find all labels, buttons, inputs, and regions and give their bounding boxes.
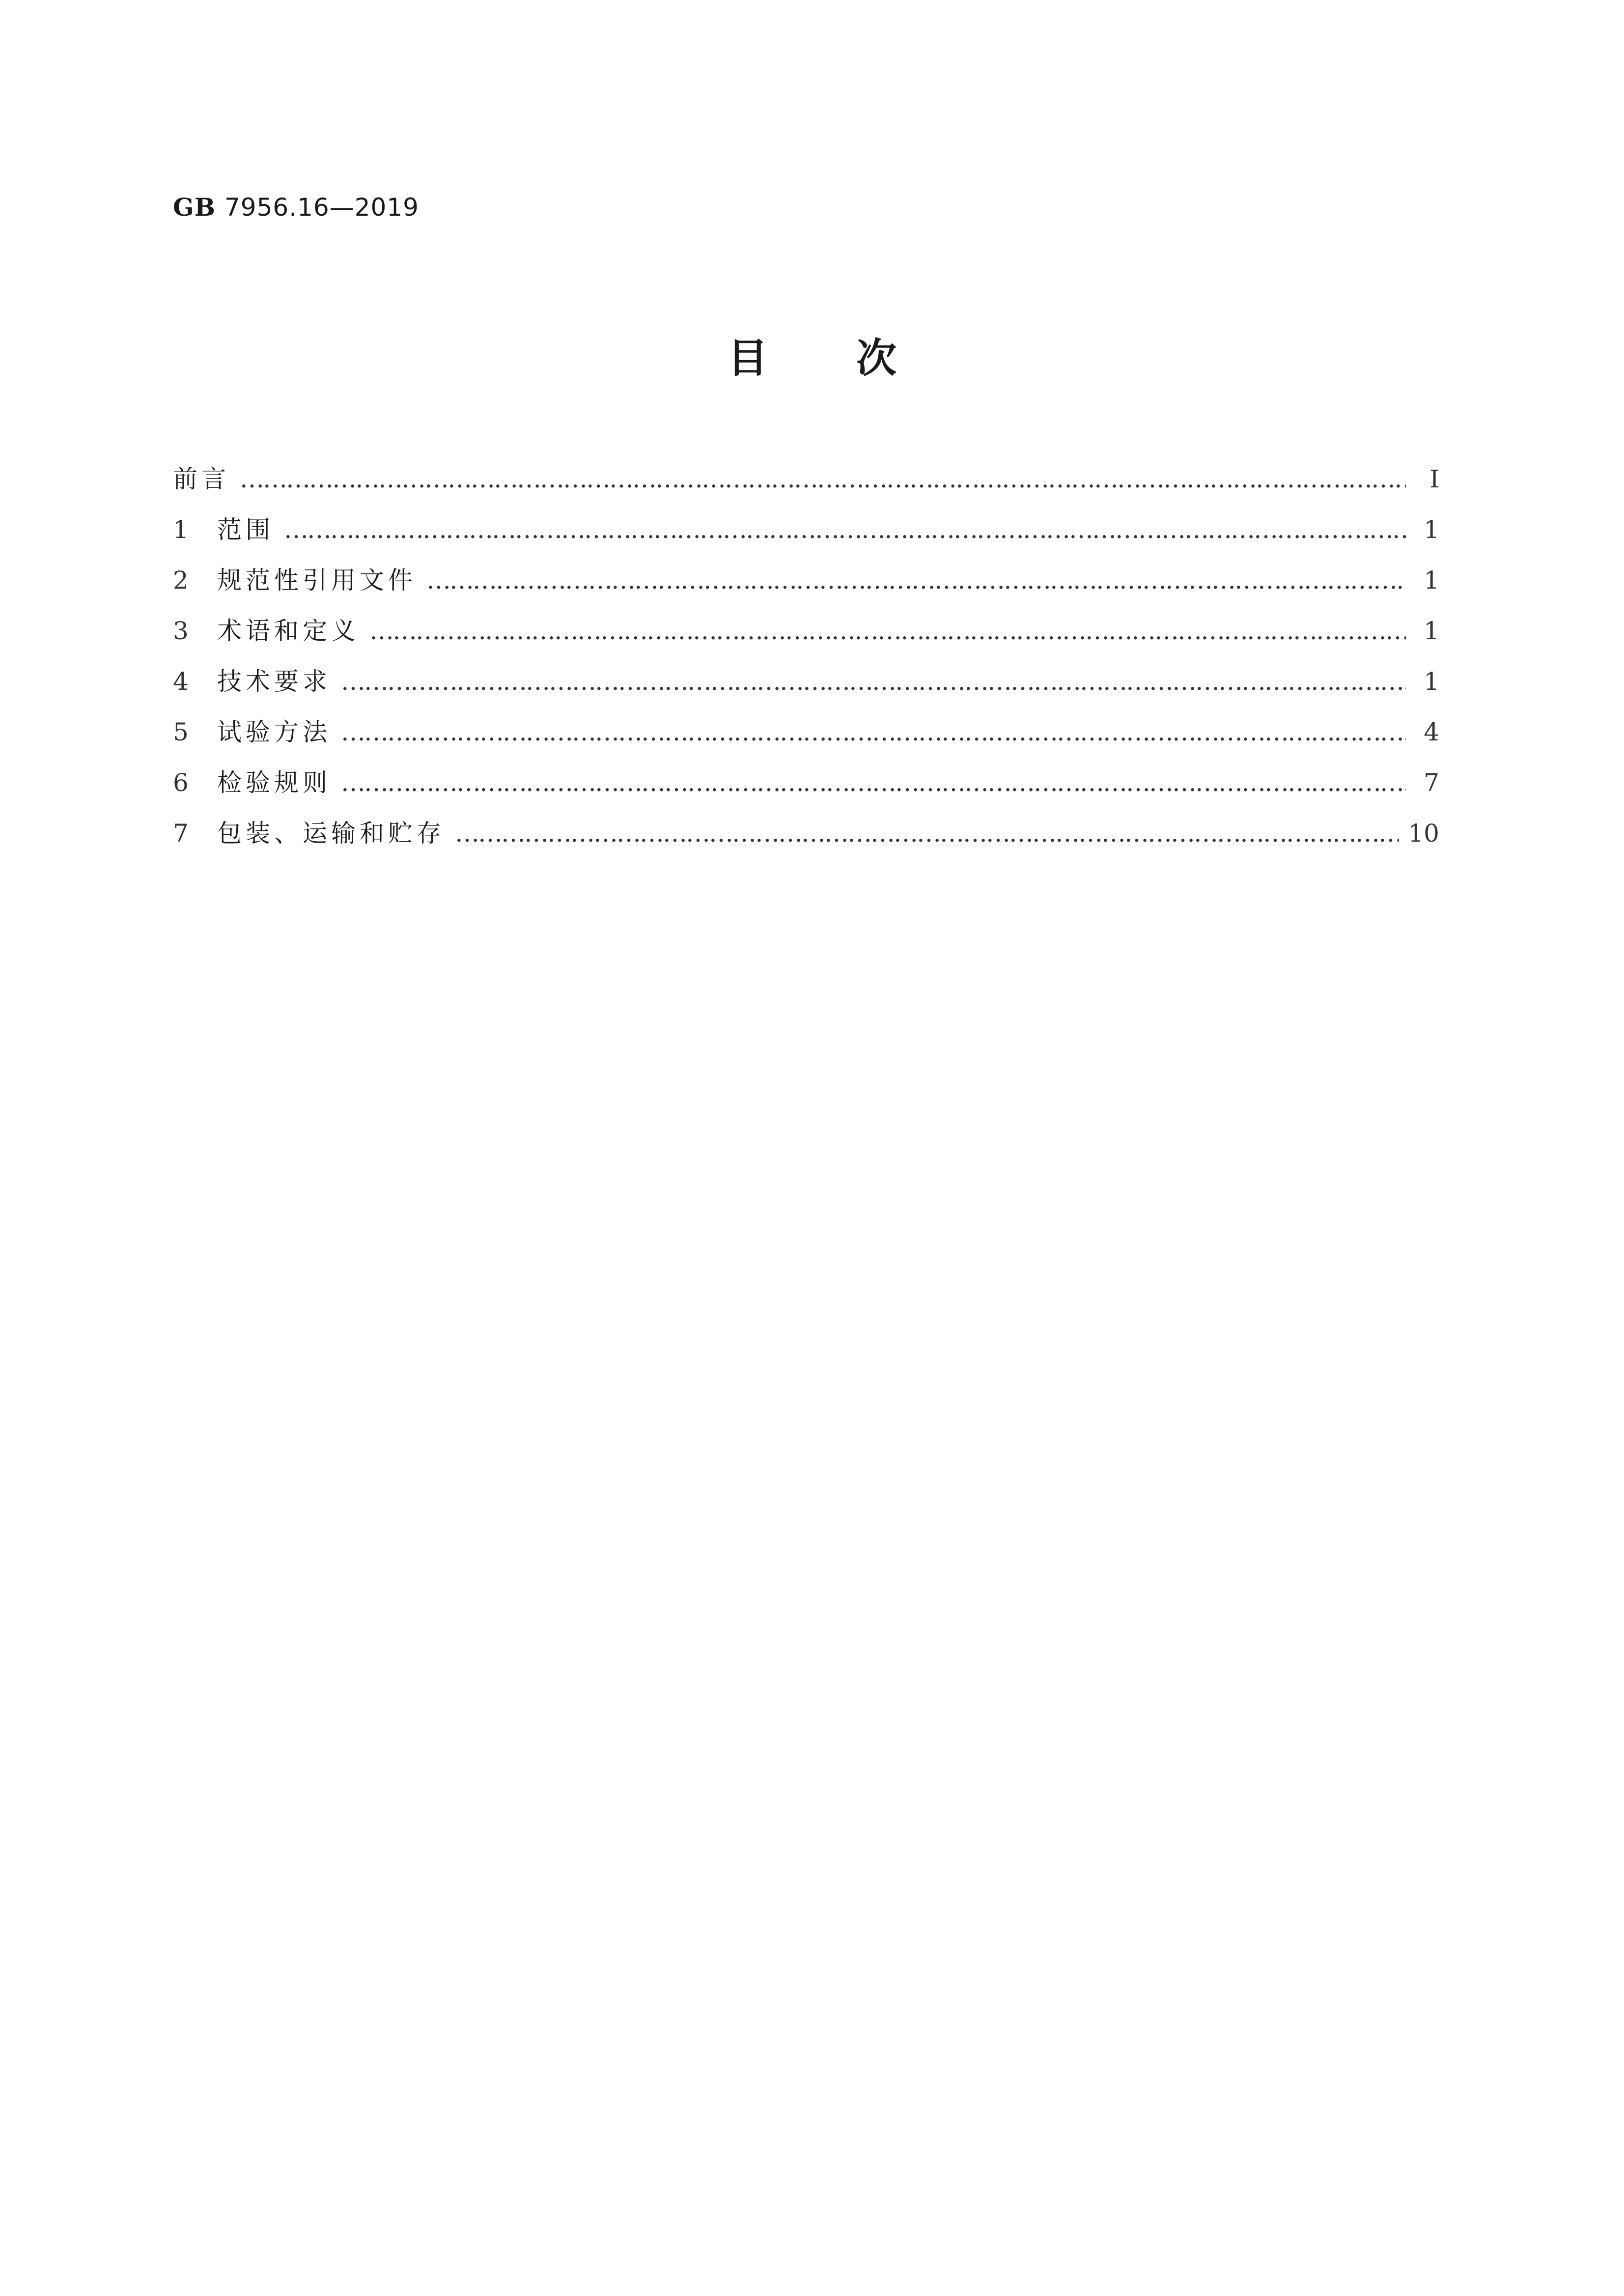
toc-entry-technical-requirements[interactable] <box>173 667 1439 717</box>
toc-dot-leader <box>341 717 1406 747</box>
toc-dot-leader <box>369 616 1406 646</box>
standard-number <box>173 193 419 222</box>
toc-entry-label: 前言 <box>173 465 230 493</box>
toc-entry-label: 试验方法 <box>217 718 331 746</box>
toc-entry-packaging-transport-storage[interactable] <box>173 819 1439 869</box>
standard-code: 7956.16—2019 <box>224 193 419 222</box>
toc-entry-page: 7 <box>1424 768 1439 797</box>
toc-entry-page: 1 <box>1424 617 1439 645</box>
table-of-contents <box>173 464 1439 869</box>
toc-dot-leader <box>240 464 1406 494</box>
toc-entry-test-methods[interactable] <box>173 717 1439 768</box>
toc-entry-number: 2 <box>173 566 189 595</box>
toc-entry-label: 检验规则 <box>217 768 331 797</box>
toc-entry-number: 4 <box>173 667 189 696</box>
toc-entry-number: 6 <box>173 768 189 797</box>
toc-entry-number: 1 <box>173 515 189 544</box>
toc-entry-page: 4 <box>1424 718 1439 746</box>
toc-dot-leader <box>426 566 1406 595</box>
standard-prefix: GB <box>173 193 216 222</box>
toc-entry-number: 5 <box>173 718 189 746</box>
toc-entry-normative-references[interactable] <box>173 566 1439 616</box>
toc-dot-leader <box>341 768 1406 797</box>
toc-dot-leader <box>284 515 1406 544</box>
toc-entry-label: 技术要求 <box>217 667 331 696</box>
toc-entry-page: Ⅰ <box>1429 465 1439 493</box>
toc-entry-page: 1 <box>1424 566 1439 595</box>
toc-entry-inspection-rules[interactable] <box>173 768 1439 819</box>
toc-entry-number: 3 <box>173 617 189 645</box>
page-title: 目次 <box>728 335 985 382</box>
toc-entry-terms-definitions[interactable] <box>173 616 1439 667</box>
toc-entry-label: 范围 <box>217 515 274 544</box>
toc-dot-leader <box>341 667 1406 696</box>
toc-entry-page: 1 <box>1424 515 1439 544</box>
toc-entry-number: 7 <box>173 819 189 848</box>
toc-entry-label: 包装、运输和贮存 <box>217 819 445 848</box>
toc-entry-foreword[interactable] <box>173 464 1439 515</box>
toc-entry-scope[interactable] <box>173 515 1439 566</box>
toc-entry-label: 术语和定义 <box>217 617 360 645</box>
toc-dot-leader <box>455 819 1399 848</box>
toc-entry-page: 1 <box>1424 667 1439 696</box>
toc-entry-label: 规范性引用文件 <box>217 566 417 595</box>
toc-entry-page: 10 <box>1408 819 1439 848</box>
